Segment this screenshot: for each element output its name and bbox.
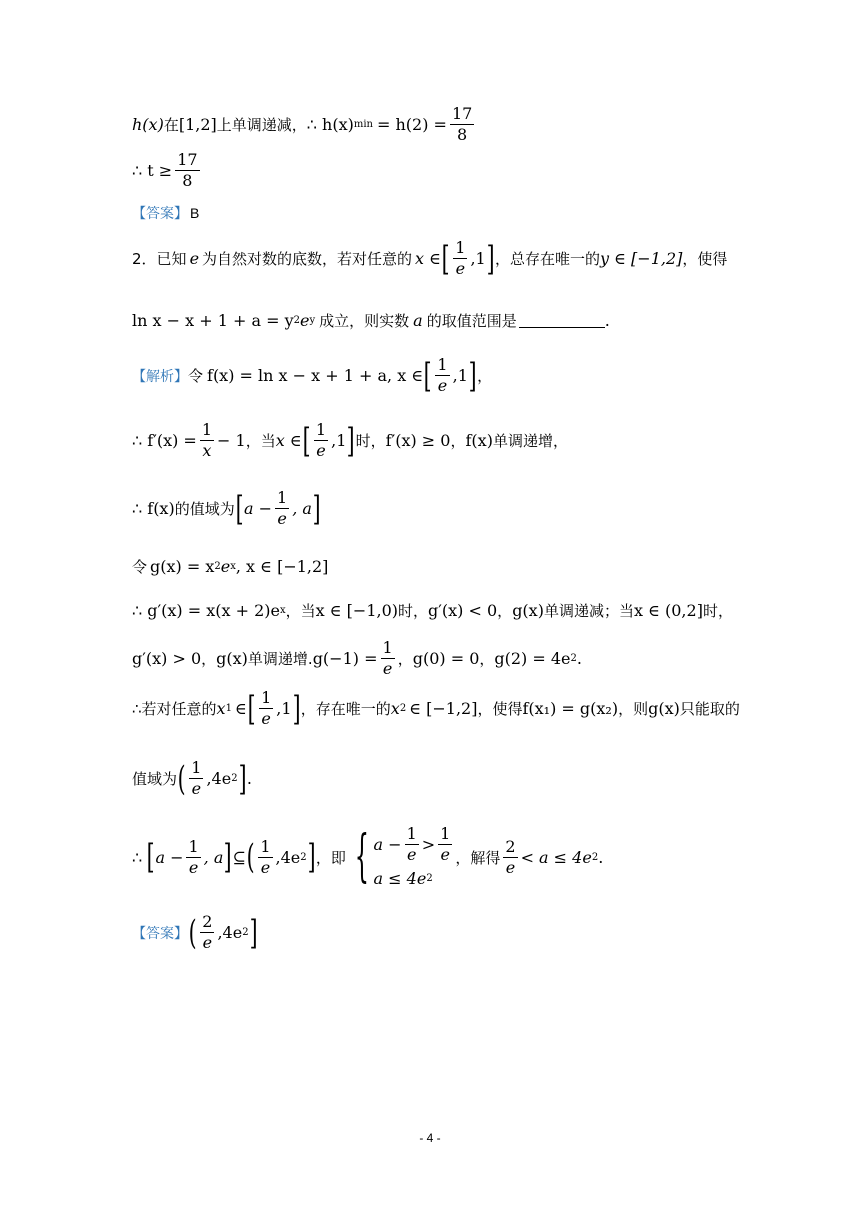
math-expr: x ∈ (0,2] bbox=[633, 601, 703, 620]
text: ，总存在唯一的 bbox=[494, 250, 600, 268]
math-expr: f(x₁) = g(x₂) bbox=[522, 699, 619, 718]
bracket: [ bbox=[146, 837, 155, 877]
fraction-numerator: 1 bbox=[188, 836, 199, 856]
math-expr: a − bbox=[373, 835, 402, 854]
bracket: ( bbox=[188, 912, 197, 953]
math-sup: 2 bbox=[591, 851, 599, 863]
text: ，使得 bbox=[477, 700, 523, 718]
math-expr: e bbox=[300, 311, 310, 330]
math-expr: f(x) bbox=[465, 431, 493, 450]
fraction-denominator: e bbox=[406, 845, 417, 864]
text: 为自然对数的底数，若对任意的 bbox=[202, 250, 413, 268]
math-expr: ∴ f(x) bbox=[132, 499, 175, 518]
math-expr: y ∈ [−1,2] bbox=[600, 249, 683, 268]
brace: { bbox=[354, 824, 369, 889]
fraction-numerator: 1 bbox=[260, 836, 271, 856]
analysis-line-1 bbox=[132, 357, 492, 394]
math-sup: x bbox=[279, 605, 286, 616]
fraction-denominator: e bbox=[277, 509, 287, 528]
math-expr: x bbox=[390, 699, 400, 718]
bracket: [ bbox=[302, 420, 311, 461]
fraction-denominator: 8 bbox=[457, 125, 468, 144]
text: 令 bbox=[188, 367, 204, 385]
fraction bbox=[200, 422, 214, 459]
analysis-line-9 bbox=[132, 826, 603, 888]
math-expr: a bbox=[413, 311, 423, 330]
bracket: ( bbox=[177, 758, 186, 799]
math-expr: ,4e bbox=[217, 923, 243, 942]
text: ，则 bbox=[618, 700, 649, 718]
analysis-line-2 bbox=[132, 422, 568, 459]
math-expr: ∴ bbox=[132, 847, 143, 867]
fraction-denominator: 8 bbox=[182, 171, 193, 190]
math-sub: 1 bbox=[225, 703, 232, 714]
fraction bbox=[314, 422, 328, 459]
math-expr: ,1 bbox=[470, 249, 486, 268]
math-expr: g(2) = 4e bbox=[494, 649, 571, 668]
answer-blank bbox=[519, 313, 605, 328]
fraction bbox=[175, 152, 199, 189]
math-expr: ,1 bbox=[452, 366, 468, 385]
analysis-line-3 bbox=[132, 490, 321, 527]
text: 单调递减； bbox=[543, 602, 619, 620]
fraction bbox=[186, 836, 200, 877]
question-2-line-1 bbox=[132, 240, 727, 277]
fraction-numerator: 1 bbox=[191, 758, 202, 777]
analysis-line-7 bbox=[132, 690, 740, 727]
math-expr: , x ∈ [−1,2] bbox=[235, 557, 329, 576]
math-expr: ,4e bbox=[206, 769, 232, 788]
bracket: ] bbox=[292, 688, 301, 729]
text: ，当 bbox=[285, 602, 316, 620]
math-expr: ,4e bbox=[275, 847, 301, 867]
text: 时， bbox=[355, 432, 386, 450]
fraction-denominator: e bbox=[261, 709, 271, 728]
text: . bbox=[246, 769, 252, 788]
text: 成立，则实数 bbox=[319, 312, 410, 330]
fraction bbox=[200, 914, 214, 951]
text: 单调递增. bbox=[247, 650, 313, 668]
text: . bbox=[604, 311, 610, 330]
math-sup: y bbox=[309, 315, 316, 326]
text: ， bbox=[477, 367, 493, 385]
text: 在 bbox=[163, 116, 179, 134]
fraction-numerator: 1 bbox=[440, 824, 451, 843]
answer-value: B bbox=[190, 205, 200, 221]
math-sup: 2 bbox=[426, 873, 433, 884]
math-expr: g(−1) = bbox=[312, 649, 378, 668]
text: 的值域为 bbox=[174, 500, 235, 518]
analysis-line-8 bbox=[132, 760, 252, 797]
analysis-tag: 【解析】 bbox=[132, 368, 188, 385]
fraction-denominator: e bbox=[188, 857, 199, 877]
fraction bbox=[503, 836, 517, 877]
fraction bbox=[259, 690, 273, 727]
math-expr: ⊆ bbox=[232, 847, 247, 867]
bracket: ] bbox=[238, 758, 247, 799]
text: ， bbox=[479, 650, 495, 668]
text: ， bbox=[201, 650, 217, 668]
inequality-system bbox=[350, 826, 455, 888]
math-expr: a − bbox=[243, 499, 273, 518]
fraction-numerator: 1 bbox=[437, 355, 448, 374]
math-expr: x ∈ bbox=[275, 431, 302, 450]
math-expr: > bbox=[421, 835, 436, 854]
question-number: 2． bbox=[132, 250, 157, 268]
fraction bbox=[453, 240, 467, 277]
fraction bbox=[275, 490, 289, 527]
answer-tag: 【答案】 bbox=[132, 925, 188, 942]
text: . bbox=[598, 847, 604, 867]
math-expr: = h(2) = bbox=[376, 115, 447, 134]
text: ，解得 bbox=[455, 848, 501, 867]
math-expr: f(x) = ln x − x + 1 + a, x ∈ bbox=[207, 366, 424, 385]
fraction-denominator: e bbox=[191, 779, 202, 798]
question-2-line-2 bbox=[132, 310, 610, 331]
math-expr: < a ≤ 4e bbox=[520, 847, 592, 867]
fraction-numerator: 1 bbox=[315, 420, 327, 439]
math-expr: e bbox=[189, 249, 200, 268]
bracket: ] bbox=[312, 488, 321, 529]
math-expr: g(x) bbox=[216, 649, 248, 668]
math-expr: g(x) bbox=[512, 601, 544, 620]
math-expr: ∴ g′(x) = x(x + 2)e bbox=[132, 601, 280, 620]
text: 时， bbox=[398, 602, 429, 620]
text: ， bbox=[397, 650, 413, 668]
text: 时， bbox=[702, 602, 733, 620]
text: ∴若对任意的 bbox=[132, 700, 217, 718]
math-sup: 2 bbox=[570, 653, 577, 664]
math-sub: min bbox=[353, 119, 373, 130]
bracket: [ bbox=[423, 355, 432, 396]
text: 单调递增， bbox=[492, 432, 568, 450]
fraction-numerator: 1 bbox=[406, 824, 417, 843]
fraction-numerator: 1 bbox=[201, 420, 213, 439]
fraction-denominator: e bbox=[382, 659, 393, 678]
text: 只能取的 bbox=[679, 700, 740, 718]
fraction-numerator: 1 bbox=[455, 238, 466, 257]
fraction-numerator: 1 bbox=[261, 688, 272, 707]
text: . bbox=[576, 649, 582, 668]
math-expr: x bbox=[216, 699, 226, 718]
fraction bbox=[258, 836, 272, 877]
text: 当 bbox=[618, 602, 634, 620]
math-sup: 2 bbox=[231, 773, 238, 784]
math-expr: [1,2] bbox=[178, 115, 217, 134]
page-number: - 4 - bbox=[419, 1131, 441, 1145]
math-expr: − 1 bbox=[217, 431, 246, 450]
math-expr: ∴ t ≥ bbox=[132, 161, 173, 180]
fraction-denominator: e bbox=[440, 845, 450, 864]
answer-2 bbox=[132, 914, 258, 951]
fraction-denominator: e bbox=[505, 857, 516, 877]
math-expr: ∈ bbox=[234, 699, 247, 718]
fraction bbox=[381, 640, 395, 677]
math-sup: 2 bbox=[293, 315, 300, 326]
math-expr: g′(x) < 0 bbox=[428, 601, 498, 620]
answer-tag: 【答案】 bbox=[132, 206, 188, 222]
text: ，即 bbox=[315, 848, 346, 867]
fraction-denominator: e bbox=[260, 857, 271, 877]
fraction-denominator: e bbox=[316, 441, 326, 460]
math-expr: g(0) = 0 bbox=[412, 649, 480, 668]
bracket: ] bbox=[224, 837, 233, 877]
bracket: ] bbox=[347, 420, 355, 461]
text: ， bbox=[497, 602, 513, 620]
fraction bbox=[438, 826, 452, 863]
fraction-numerator: 1 bbox=[382, 638, 393, 657]
math-expr: a − bbox=[155, 847, 184, 867]
math-expr: g(x) bbox=[648, 699, 680, 718]
math-expr: g(x) = x bbox=[150, 557, 215, 576]
fraction-numerator: 2 bbox=[202, 912, 213, 931]
fraction-numerator: 17 bbox=[177, 150, 198, 169]
math-expr: ∴ h(x) bbox=[306, 115, 354, 134]
math-sup: 2 bbox=[300, 851, 307, 863]
bracket: [ bbox=[235, 488, 244, 529]
text: ，使得 bbox=[682, 250, 728, 268]
text: 值域为 bbox=[132, 770, 178, 788]
math-sup: x bbox=[230, 561, 236, 572]
math-expr: ∈ [−1,2] bbox=[409, 699, 478, 718]
math-expr: a ≤ 4e bbox=[373, 869, 427, 888]
fraction-denominator: e bbox=[437, 376, 448, 395]
math-expr: h(x) bbox=[132, 115, 164, 134]
text: ，当 bbox=[245, 432, 276, 450]
math-sup: 2 bbox=[214, 561, 221, 572]
analysis-line-4 bbox=[132, 556, 328, 577]
analysis-line-5 bbox=[132, 600, 733, 621]
answer-1 bbox=[132, 203, 199, 223]
math-expr: ,1 bbox=[276, 699, 292, 718]
fraction bbox=[189, 760, 203, 797]
math-expr: ,1 bbox=[331, 431, 347, 450]
math-expr: g′(x) > 0 bbox=[132, 649, 202, 668]
bracket: ] bbox=[307, 837, 316, 877]
fraction-denominator: e bbox=[455, 259, 466, 278]
fraction bbox=[450, 106, 474, 143]
fraction-numerator: 2 bbox=[505, 836, 516, 856]
math-sub: 2 bbox=[399, 703, 407, 714]
text: ， bbox=[450, 432, 466, 450]
bracket: ] bbox=[249, 912, 258, 953]
fraction-denominator: e bbox=[202, 933, 213, 952]
bracket: [ bbox=[441, 238, 450, 279]
text: 的取值范围是 bbox=[426, 312, 517, 330]
bracket: ] bbox=[468, 355, 477, 396]
math-sup: 2 bbox=[242, 927, 249, 938]
fraction bbox=[435, 357, 449, 394]
fraction-numerator: 17 bbox=[451, 104, 473, 123]
math-expr: e bbox=[220, 557, 231, 576]
bracket: ( bbox=[246, 837, 255, 877]
math-expr: ∴ f′(x) = bbox=[132, 431, 197, 450]
math-expr: f′(x) ≥ 0 bbox=[385, 431, 451, 450]
text: ，存在唯一的 bbox=[300, 700, 391, 718]
math-expr: ln x − x + 1 + a = y bbox=[132, 311, 294, 330]
math-expr: x ∈ bbox=[415, 249, 441, 268]
line-h-decreasing bbox=[132, 106, 477, 143]
math-expr: , a bbox=[292, 499, 312, 518]
analysis-line-6 bbox=[132, 640, 582, 677]
fraction-numerator: 1 bbox=[277, 488, 288, 507]
bracket: [ bbox=[247, 688, 256, 729]
math-expr: , a bbox=[203, 847, 224, 867]
line-t-bound bbox=[132, 152, 203, 189]
math-expr: x ∈ [−1,0) bbox=[315, 601, 399, 620]
fraction bbox=[405, 826, 419, 863]
fraction-denominator: x bbox=[202, 441, 212, 460]
text: 已知 bbox=[156, 250, 187, 268]
text: 令 bbox=[132, 558, 148, 576]
bracket: ] bbox=[486, 238, 495, 279]
text: 上单调递减， bbox=[216, 116, 307, 134]
